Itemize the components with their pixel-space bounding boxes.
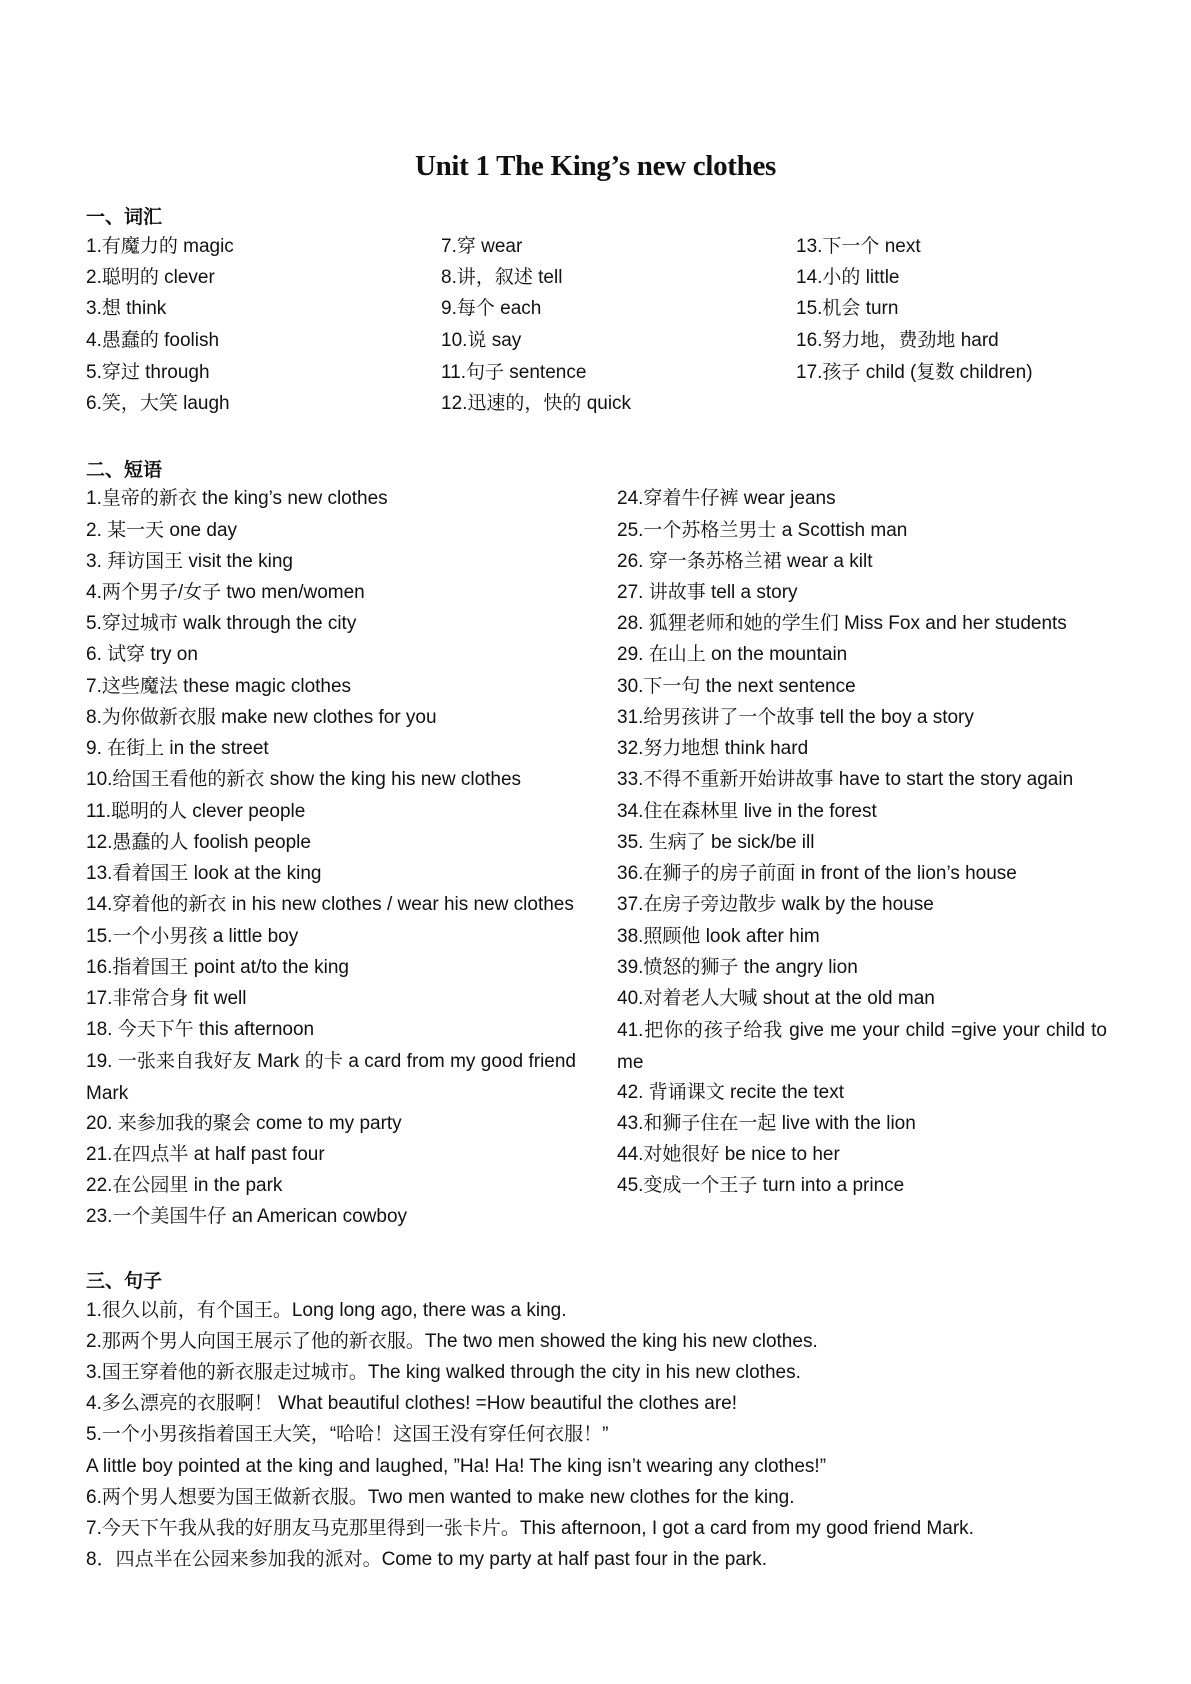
- vocab-item: 6.笑，大笑 laugh: [86, 393, 230, 414]
- phrase-item: 2. 某一天 one day: [86, 520, 238, 541]
- phrase-item: 9. 在街上 in the street: [86, 738, 269, 759]
- phrases-heading: 二、短语: [86, 460, 163, 481]
- phrase-item: 7.这些魔法 these magic clothes: [86, 676, 352, 697]
- vocab-item: 1.有魔力的 magic: [86, 236, 234, 257]
- phrase-item: 24.穿着牛仔裤 wear jeans: [617, 488, 836, 509]
- vocabulary-heading: 一、词汇: [86, 207, 163, 228]
- vocab-item: 5.穿过 through: [86, 362, 210, 383]
- phrase-item: 39.愤怒的狮子 the angry lion: [617, 957, 858, 978]
- phrase-item: 41.把你的孩子给我 give me your child =give your child to me: [617, 1020, 1107, 1073]
- phrase-item: 22.在公园里 in the park: [86, 1175, 283, 1196]
- phrase-item: 3. 拜访国王 visit the king: [86, 551, 293, 572]
- vocab-item: 16.努力地，费劲地 hard: [796, 330, 999, 351]
- phrase-item: 25.一个苏格兰男士 a Scottish man: [617, 520, 908, 541]
- phrase-item: 31.给男孩讲了一个故事 tell the boy a story: [617, 707, 974, 728]
- sentence-item: A little boy pointed at the king and laughed, ”Ha! Ha! The king isn’t wearing any clothes!”: [86, 1456, 827, 1477]
- phrase-item: 27. 讲故事 tell a story: [617, 582, 798, 603]
- phrase-item: 23.一个美国牛仔 an American cowboy: [86, 1206, 408, 1227]
- sentences-heading: 三、句子: [86, 1271, 163, 1292]
- sentence-item: 2.那两个男人向国王展示了他的新衣服。The two men showed the king his new clothes.: [86, 1331, 818, 1352]
- vocab-item: 17.孩子 child (复数 children): [796, 362, 1033, 383]
- phrase-item: 18. 今天下午 this afternoon: [86, 1019, 315, 1040]
- phrase-item: 38.照顾他 look after him: [617, 926, 820, 947]
- phrase-item: 29. 在山上 on the mountain: [617, 644, 848, 665]
- vocab-item: 2.聪明的 clever: [86, 267, 215, 288]
- phrase-item: 45.变成一个王子 turn into a prince: [617, 1175, 905, 1196]
- sentence-item: 5.一个小男孩指着国王大笑，“哈哈！这国王没有穿任何衣服！”: [86, 1424, 609, 1445]
- phrase-item: 34.住在森林里 live in the forest: [617, 801, 877, 822]
- phrase-item: 16.指着国王 point at/to the king: [86, 957, 349, 978]
- phrase-item: 36.在狮子的房子前面 in front of the lion’s house: [617, 863, 1017, 884]
- sentence-item: 4.多么漂亮的衣服啊！ What beautiful clothes! =How beautiful the clothes are!: [86, 1393, 738, 1414]
- phrase-item: 1.皇帝的新衣 the king’s new clothes: [86, 488, 388, 509]
- vocab-item: 13.下一个 next: [796, 236, 921, 257]
- phrase-item: 32.努力地想 think hard: [617, 738, 809, 759]
- phrase-item: 17.非常合身 fit well: [86, 988, 247, 1009]
- vocab-item: 11.句子 sentence: [441, 362, 587, 383]
- phrase-item: 30.下一句 the next sentence: [617, 676, 856, 697]
- phrase-item: 35. 生病了 be sick/be ill: [617, 832, 815, 853]
- phrase-item: 5.穿过城市 walk through the city: [86, 613, 357, 634]
- vocab-item: 14.小的 little: [796, 267, 900, 288]
- phrase-item: 15.一个小男孩 a little boy: [86, 926, 299, 947]
- sentence-item: 3.国王穿着他的新衣服走过城市。The king walked through the city in his new clothes.: [86, 1362, 801, 1383]
- phrase-item: 14.穿着他的新衣 in his new clothes / wear his new clothes: [86, 894, 574, 915]
- sentence-item: 6.两个男人想要为国王做新衣服。Two men wanted to make new clothes for the king.: [86, 1487, 795, 1508]
- phrase-item: 4.两个男子/女子 two men/women: [86, 582, 365, 603]
- phrase-item: 6. 试穿 try on: [86, 644, 198, 665]
- sentence-item: 1.很久以前，有个国王。Long long ago, there was a king.: [86, 1300, 567, 1321]
- vocab-item: 3.想 think: [86, 298, 167, 319]
- vocab-item: 7.穿 wear: [441, 236, 523, 257]
- page-title: Unit 1 The King’s new clothes: [414, 150, 777, 182]
- sentence-item: 7.今天下午我从我的好朋友马克那里得到一张卡片。This afternoon, I got a card from my good friend Mark.: [86, 1518, 974, 1539]
- phrase-item: 42. 背诵课文 recite the text: [617, 1082, 845, 1103]
- phrase-item: 13.看着国王 look at the king: [86, 863, 322, 884]
- phrase-item: 10.给国王看他的新衣 show the king his new clothes: [86, 769, 522, 790]
- phrase-item: 37.在房子旁边散步 walk by the house: [617, 894, 934, 915]
- phrase-item: 12.愚蠢的人 foolish people: [86, 832, 311, 853]
- phrase-item: 20. 来参加我的聚会 come to my party: [86, 1113, 402, 1134]
- phrase-item: 21.在四点半 at half past four: [86, 1144, 325, 1165]
- sentence-item: 8．四点半在公园来参加我的派对。Come to my party at half past four in the park.: [86, 1549, 768, 1570]
- phrase-item: 43.和狮子住在一起 live with the lion: [617, 1113, 916, 1134]
- phrase-item: 33.不得不重新开始讲故事 have to start the story again: [617, 769, 1074, 790]
- vocab-item: 10.说 say: [441, 330, 522, 351]
- phrase-item: 19. 一张来自我好友 Mark 的卡 a card from my good friend Mark: [86, 1051, 576, 1104]
- phrase-item: 28. 狐狸老师和她的学生们 Miss Fox and her students: [617, 613, 1067, 634]
- vocab-item: 4.愚蠢的 foolish: [86, 330, 220, 351]
- phrase-item: 44.对她很好 be nice to her: [617, 1144, 840, 1165]
- vocab-item: 12.迅速的，快的 quick: [441, 393, 632, 414]
- phrase-item: 8.为你做新衣服 make new clothes for you: [86, 707, 437, 728]
- vocab-item: 9.每个 each: [441, 298, 542, 319]
- phrase-item: 11.聪明的人 clever people: [86, 801, 306, 822]
- vocab-item: 8.讲，叙述 tell: [441, 267, 563, 288]
- phrase-item: 26. 穿一条苏格兰裙 wear a kilt: [617, 551, 873, 572]
- phrase-item: 40.对着老人大喊 shout at the old man: [617, 988, 935, 1009]
- vocab-item: 15.机会 turn: [796, 298, 899, 319]
